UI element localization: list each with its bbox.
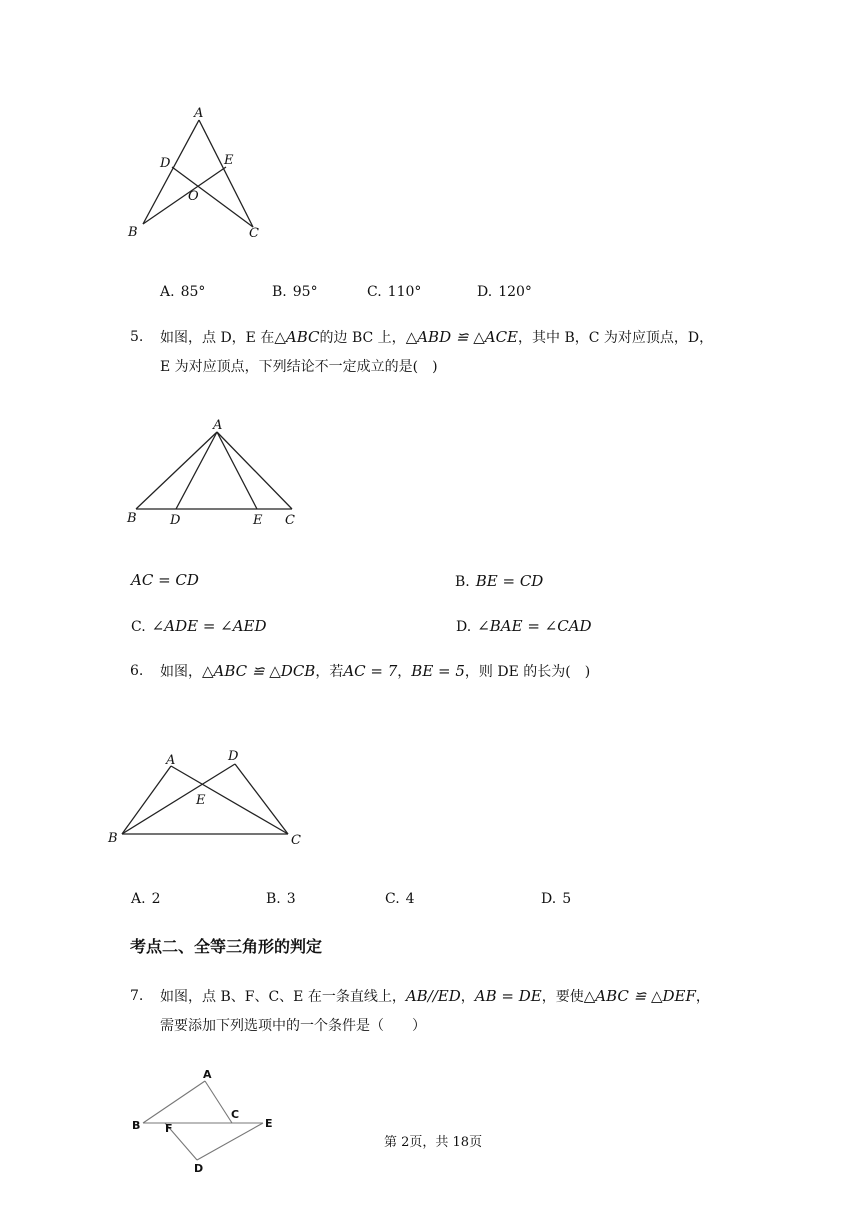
q5-option-c-text: ∠ADE = ∠AED [151,617,267,635]
q5-label-D: D [170,513,181,528]
q7-math-2: AB = DE [474,987,542,1005]
q5-option-b-text: BE = CD [475,572,544,590]
q5-option-d-label: D. [456,619,472,635]
q4-option-a-label: A. [160,284,175,300]
q6-option-a-label: A. [131,891,146,907]
q5-label-A: A [213,418,223,433]
q7-label-B: B [132,1119,141,1132]
q6-text-b: ，若 [315,664,344,680]
q4-option-c-label: C. [367,284,382,300]
q4-label-A: A [194,106,204,121]
q7-text-a: 如图，点 B、F、C、E 在一条直线上， [160,989,406,1005]
q6-option-c-label: C. [385,891,400,907]
q7-stem-line2: 需要添加下列选项中的一个条件是（ ） [160,1018,426,1034]
q7-text-b: ， [460,989,475,1005]
q5-option-c-label: C. [131,619,146,635]
q6-option-a [131,891,160,907]
q5-label-E: E [253,513,263,528]
q5-text-c: ，其中 B，C 为对应顶点，D， [518,330,714,346]
q4-label-D: D [160,156,171,171]
q7-label-C: C [231,1108,240,1121]
q7-label-D: D [194,1162,204,1175]
q7-label-F: F [165,1122,173,1135]
q6-option-d-text: 5 [562,891,572,907]
q4-label-C: C [249,226,259,241]
q6-option-b-text: 3 [286,891,296,907]
q6-option-c [385,891,415,907]
page-footer: 第 2页，共 18页 [384,1135,483,1150]
q7-figure [125,1066,285,1181]
q6-label-B: B [108,831,118,846]
q4-figure [120,100,280,250]
q6-text-c: ， [397,664,412,680]
q5-option-a [131,571,199,589]
q5-text-b: 的边 BC 上， [319,330,406,346]
q7-label-E: E [265,1117,273,1130]
q4-option-b-label: B. [272,284,287,300]
q6-math-2: AC = 7 [343,662,398,680]
q4-label-O: O [188,189,199,204]
q4-option-b [272,284,318,300]
section-heading: 考点二、全等三角形的判定 [130,937,323,956]
q5-option-a-text: AC = CD [131,571,199,589]
q7-label-A: A [203,1068,212,1081]
q5-figure [120,410,320,535]
q5-option-b [455,572,543,590]
q5-math-1: △ABC [274,328,320,346]
q6-option-a-text: 2 [151,891,161,907]
q6-option-b [266,891,296,907]
q7-math-3: △ABC ≌ △DEF [583,987,696,1005]
q7-math-1: AB//ED [405,987,461,1005]
q7-text-c: ，要使 [541,989,584,1005]
q4-label-B: B [128,225,138,240]
q5-option-b-label: B. [455,574,470,590]
q6-stem [160,661,590,682]
q6-text-a: 如图， [160,664,202,680]
q5-option-d-text: ∠BAE = ∠CAD [477,617,592,635]
q5-text-a: 如图，点 D，E 在 [160,330,275,346]
q5-stem-line2: E 为对应顶点，下列结论不一定成立的是( ) [160,359,438,375]
q4-option-d-label: D. [477,284,493,300]
q7-number: 7. [130,988,144,1004]
q4-option-a-text: 85° [180,284,206,300]
q6-label-C: C [291,833,301,848]
q6-math-3: BE = 5 [411,662,465,680]
q6-option-b-label: B. [266,891,281,907]
q5-option-c [131,617,267,635]
q6-label-A: A [166,753,176,768]
q6-label-D: D [228,749,239,764]
q4-label-E: E [224,153,234,168]
q4-option-c [367,284,421,300]
q5-math-2: △ABD ≌ △ACE [405,328,519,346]
q6-text-d: ，则 DE 的长为( ) [464,664,591,680]
q6-option-d [541,891,571,907]
q7-text-d: ， [695,989,710,1005]
q5-label-B: B [127,511,137,526]
q5-number: 5. [130,329,144,345]
q7-stem-line1 [160,986,710,1007]
q6-number: 6. [130,663,144,679]
q4-option-d [477,284,532,300]
q6-option-d-label: D. [541,891,557,907]
q5-label-C: C [285,513,295,528]
q6-label-E: E [196,793,206,808]
q5-stem-line1 [160,327,713,348]
q6-math-1: △ABC ≌ △DCB [202,662,316,680]
q6-option-c-text: 4 [405,891,415,907]
q4-option-d-text: 120° [498,284,532,300]
q4-option-c-text: 110° [387,284,422,300]
q5-option-d [456,617,592,635]
q6-figure [100,740,315,855]
q4-option-b-text: 95° [292,284,318,300]
q4-option-a [160,284,205,300]
